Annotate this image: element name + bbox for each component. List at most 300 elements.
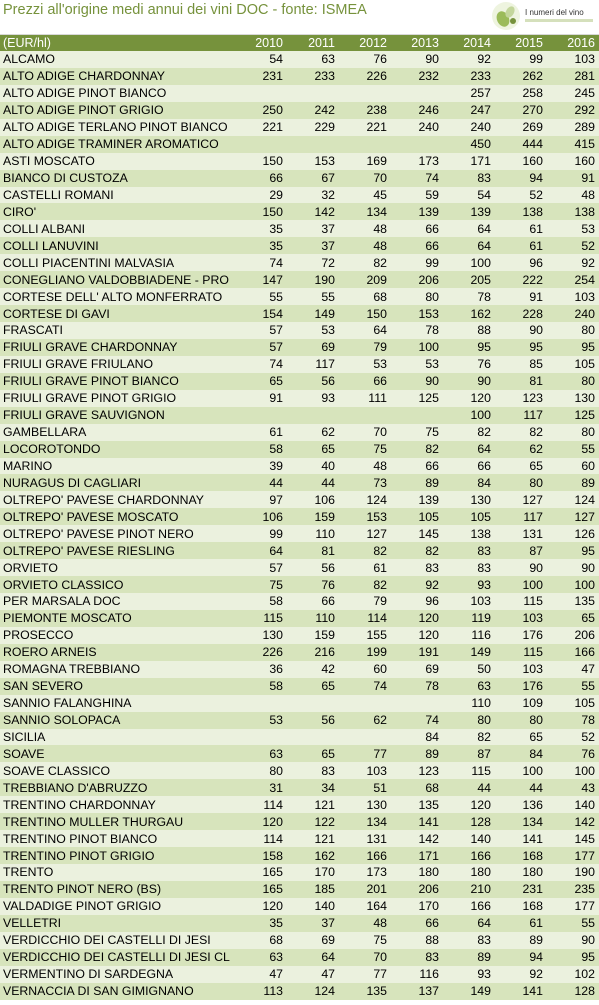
price-cell: 64 bbox=[477, 238, 491, 253]
price-cell: 53 bbox=[581, 221, 595, 236]
price-cell: 66 bbox=[425, 221, 439, 236]
price-cell: 87 bbox=[529, 543, 543, 558]
price-cell: 58 bbox=[269, 594, 283, 609]
table-row bbox=[0, 593, 599, 610]
price-cell: 68 bbox=[269, 933, 283, 948]
price-cell: 134 bbox=[366, 204, 387, 219]
price-cell: 64 bbox=[373, 323, 387, 338]
price-cell: 160 bbox=[522, 154, 543, 169]
price-cell: 68 bbox=[373, 289, 387, 304]
table-row bbox=[0, 949, 599, 966]
price-cell: 70 bbox=[373, 171, 387, 186]
price-cell: 150 bbox=[366, 306, 387, 321]
price-cell: 206 bbox=[418, 882, 439, 897]
table-row bbox=[0, 254, 599, 271]
price-cell: 84 bbox=[529, 746, 543, 761]
wine-name-cell: PROSECCO bbox=[3, 628, 74, 643]
price-cell: 121 bbox=[314, 831, 335, 846]
price-cell: 94 bbox=[529, 950, 543, 965]
price-cell: 66 bbox=[321, 594, 335, 609]
table-row bbox=[0, 644, 599, 661]
price-cell: 54 bbox=[477, 187, 491, 202]
price-cell: 83 bbox=[425, 560, 439, 575]
logo bbox=[491, 1, 595, 33]
table-header-row bbox=[0, 35, 599, 51]
table-row bbox=[0, 356, 599, 373]
price-cell: 103 bbox=[366, 763, 387, 778]
price-cell: 145 bbox=[574, 831, 595, 846]
table-body bbox=[0, 51, 599, 1000]
price-cell: 130 bbox=[366, 797, 387, 812]
wine-name-cell: PER MARSALA DOC bbox=[3, 594, 121, 609]
price-cell: 63 bbox=[477, 679, 491, 694]
price-cell: 53 bbox=[269, 713, 283, 728]
price-cell: 56 bbox=[321, 560, 335, 575]
price-cell: 92 bbox=[477, 52, 491, 67]
price-cell: 115 bbox=[523, 645, 543, 660]
price-cell: 90 bbox=[529, 323, 543, 338]
price-cell: 44 bbox=[321, 475, 335, 490]
price-cell: 115 bbox=[471, 763, 491, 778]
price-cell: 120 bbox=[470, 391, 491, 406]
table-row bbox=[0, 966, 599, 983]
price-cell: 51 bbox=[373, 780, 387, 795]
page-title: Prezzi all'origine medi annui dei vini DOC - fonte: ISMEA bbox=[3, 2, 367, 18]
table-row bbox=[0, 373, 599, 390]
price-cell: 154 bbox=[262, 306, 283, 321]
price-cell: 180 bbox=[470, 865, 491, 880]
price-cell: 106 bbox=[262, 509, 283, 524]
price-cell: 177 bbox=[574, 848, 595, 863]
logo-tagline-line bbox=[525, 19, 593, 22]
table-row bbox=[0, 491, 599, 508]
table-row bbox=[0, 170, 599, 187]
price-cell: 125 bbox=[418, 391, 439, 406]
wine-name-cell: FRIULI GRAVE PINOT BIANCO bbox=[3, 374, 179, 389]
price-cell: 95 bbox=[529, 340, 543, 355]
price-cell: 78 bbox=[425, 679, 439, 694]
wine-name-cell: VERDICCHIO DEI CASTELLI DI JESI CL bbox=[3, 950, 230, 965]
price-cell: 82 bbox=[373, 255, 387, 270]
price-cell: 155 bbox=[366, 628, 387, 643]
table-row bbox=[0, 187, 599, 204]
wine-name-cell: FRIULI GRAVE PINOT GRIGIO bbox=[3, 391, 177, 406]
wine-name-cell: ORVIETO CLASSICO bbox=[3, 577, 124, 592]
price-cell: 242 bbox=[314, 103, 335, 118]
price-cell: 130 bbox=[262, 628, 283, 643]
price-cell: 35 bbox=[269, 221, 283, 236]
price-cell: 127 bbox=[574, 509, 595, 524]
price-cell: 250 bbox=[262, 103, 283, 118]
table-row bbox=[0, 85, 599, 102]
price-cell: 221 bbox=[262, 120, 283, 135]
wine-name-cell: VERNACCIA DI SAN GIMIGNANO bbox=[3, 984, 194, 999]
header-unit: (EUR/hl) bbox=[3, 36, 51, 50]
price-cell: 240 bbox=[574, 306, 595, 321]
price-cell: 82 bbox=[477, 425, 491, 440]
price-cell: 87 bbox=[477, 746, 491, 761]
price-cell: 84 bbox=[477, 475, 491, 490]
price-table bbox=[0, 35, 599, 1000]
price-cell: 66 bbox=[373, 374, 387, 389]
wine-name-cell: FRIULI GRAVE CHARDONNAY bbox=[3, 340, 178, 355]
price-cell bbox=[287, 136, 339, 153]
price-cell: 65 bbox=[321, 442, 335, 457]
price-cell: 90 bbox=[477, 374, 491, 389]
price-cell: 135 bbox=[418, 797, 439, 812]
price-cell: 209 bbox=[366, 272, 387, 287]
table-row bbox=[0, 119, 599, 136]
header-year: 2014 bbox=[463, 36, 491, 50]
price-cell: 88 bbox=[477, 323, 491, 338]
price-cell: 103 bbox=[574, 289, 595, 304]
table-row bbox=[0, 627, 599, 644]
price-cell: 199 bbox=[366, 645, 387, 660]
price-cell: 57 bbox=[269, 323, 283, 338]
price-cell: 415 bbox=[574, 137, 595, 152]
price-cell: 114 bbox=[263, 831, 283, 846]
price-cell: 89 bbox=[581, 475, 595, 490]
price-cell: 216 bbox=[314, 645, 335, 660]
price-cell: 40 bbox=[321, 458, 335, 473]
price-cell: 66 bbox=[269, 171, 283, 186]
price-cell: 53 bbox=[373, 357, 387, 372]
table-row bbox=[0, 881, 599, 898]
price-cell: 80 bbox=[477, 713, 491, 728]
table-row bbox=[0, 525, 599, 542]
price-cell: 80 bbox=[529, 475, 543, 490]
table-row bbox=[0, 441, 599, 458]
wine-name-cell: FRASCATI bbox=[3, 323, 63, 338]
price-cell: 64 bbox=[269, 543, 283, 558]
price-cell: 141 bbox=[418, 814, 439, 829]
wine-name-cell: TRENTINO CHARDONNAY bbox=[3, 797, 156, 812]
price-cell: 32 bbox=[321, 187, 335, 202]
table-row bbox=[0, 339, 599, 356]
price-cell: 58 bbox=[269, 442, 283, 457]
price-cell: 166 bbox=[574, 645, 595, 660]
price-cell: 153 bbox=[418, 306, 439, 321]
wine-name-cell: COLLI ALBANI bbox=[3, 221, 86, 236]
wine-name-cell: PIEMONTE MOSCATO bbox=[3, 611, 132, 626]
price-cell: 65 bbox=[529, 729, 543, 744]
price-cell: 262 bbox=[522, 69, 543, 84]
price-cell: 44 bbox=[529, 780, 543, 795]
price-cell: 63 bbox=[269, 950, 283, 965]
price-cell: 124 bbox=[366, 492, 387, 507]
table-row bbox=[0, 136, 599, 153]
price-cell: 235 bbox=[574, 882, 595, 897]
price-cell: 210 bbox=[470, 882, 491, 897]
price-cell: 205 bbox=[470, 272, 491, 287]
table-row bbox=[0, 51, 599, 68]
wine-name-cell: ALCAMO bbox=[3, 52, 55, 67]
price-cell bbox=[235, 136, 287, 153]
price-cell: 83 bbox=[477, 560, 491, 575]
wine-name-cell: FRIULI GRAVE FRIULANO bbox=[3, 357, 154, 372]
price-cell: 160 bbox=[574, 154, 595, 169]
price-cell: 95 bbox=[581, 340, 595, 355]
price-cell: 162 bbox=[314, 848, 335, 863]
price-cell: 117 bbox=[523, 509, 543, 524]
price-cell: 96 bbox=[529, 255, 543, 270]
price-cell: 114 bbox=[367, 611, 387, 626]
price-cell: 149 bbox=[470, 984, 491, 999]
price-cell: 140 bbox=[470, 831, 491, 846]
price-cell: 238 bbox=[366, 103, 387, 118]
price-cell: 191 bbox=[418, 645, 439, 660]
table-row bbox=[0, 102, 599, 119]
wine-name-cell: SANNIO FALANGHINA bbox=[3, 696, 132, 711]
price-cell: 47 bbox=[581, 662, 595, 677]
table-row bbox=[0, 68, 599, 85]
price-cell: 100 bbox=[470, 255, 491, 270]
price-cell: 135 bbox=[366, 984, 387, 999]
price-cell: 82 bbox=[477, 729, 491, 744]
price-cell: 226 bbox=[262, 645, 283, 660]
price-cell: 62 bbox=[321, 425, 335, 440]
wine-name-cell: OLTREPO' PAVESE MOSCATO bbox=[3, 509, 179, 524]
price-cell: 80 bbox=[269, 763, 283, 778]
wine-name-cell: TRENTO bbox=[3, 865, 54, 880]
wine-name-cell: MARINO bbox=[3, 458, 53, 473]
wine-name-cell: CASTELLI ROMANI bbox=[3, 187, 114, 202]
price-cell: 56 bbox=[321, 713, 335, 728]
price-cell: 153 bbox=[314, 154, 335, 169]
price-cell: 100 bbox=[418, 340, 439, 355]
price-cell: 258 bbox=[522, 86, 543, 101]
price-cell: 69 bbox=[425, 662, 439, 677]
price-cell: 55 bbox=[581, 679, 595, 694]
price-cell: 247 bbox=[470, 103, 491, 118]
price-cell: 162 bbox=[470, 306, 491, 321]
price-cell: 222 bbox=[522, 272, 543, 287]
price-cell: 240 bbox=[418, 120, 439, 135]
price-cell: 105 bbox=[470, 509, 491, 524]
price-cell: 257 bbox=[470, 86, 491, 101]
price-cell: 79 bbox=[373, 594, 387, 609]
price-cell: 66 bbox=[425, 238, 439, 253]
price-cell: 34 bbox=[321, 780, 335, 795]
wine-name-cell: TRENTINO PINOT GRIGIO bbox=[3, 848, 155, 863]
price-cell: 48 bbox=[373, 238, 387, 253]
price-cell: 117 bbox=[315, 357, 335, 372]
price-cell: 65 bbox=[269, 374, 283, 389]
price-cell: 115 bbox=[523, 594, 543, 609]
logo-text: I numeri del vino bbox=[525, 8, 584, 17]
price-cell: 55 bbox=[269, 289, 283, 304]
price-cell: 65 bbox=[529, 458, 543, 473]
price-cell: 79 bbox=[373, 340, 387, 355]
table-row bbox=[0, 559, 599, 576]
price-cell: 111 bbox=[368, 391, 387, 406]
wine-name-cell: ASTI MOSCATO bbox=[3, 154, 95, 169]
price-cell: 50 bbox=[477, 662, 491, 677]
price-cell: 289 bbox=[574, 120, 595, 135]
price-cell: 75 bbox=[269, 577, 283, 592]
price-cell: 231 bbox=[262, 69, 283, 84]
price-cell: 89 bbox=[477, 950, 491, 965]
price-cell: 89 bbox=[425, 746, 439, 761]
price-cell: 95 bbox=[581, 543, 595, 558]
price-cell: 120 bbox=[418, 628, 439, 643]
price-cell: 76 bbox=[373, 52, 387, 67]
price-cell: 63 bbox=[269, 746, 283, 761]
price-cell: 142 bbox=[574, 814, 595, 829]
price-cell: 100 bbox=[574, 577, 595, 592]
table-row bbox=[0, 508, 599, 525]
price-cell: 122 bbox=[314, 814, 335, 829]
price-cell: 245 bbox=[574, 86, 595, 101]
price-cell: 52 bbox=[581, 238, 595, 253]
price-cell bbox=[339, 136, 391, 153]
table-row bbox=[0, 610, 599, 627]
price-cell: 80 bbox=[581, 374, 595, 389]
price-cell: 128 bbox=[470, 814, 491, 829]
price-cell: 70 bbox=[373, 950, 387, 965]
price-cell: 48 bbox=[373, 221, 387, 236]
price-cell: 119 bbox=[471, 611, 491, 626]
price-cell: 75 bbox=[373, 933, 387, 948]
price-cell: 61 bbox=[373, 560, 387, 575]
price-cell: 102 bbox=[574, 967, 595, 982]
price-cell: 75 bbox=[373, 442, 387, 457]
price-cell: 84 bbox=[425, 729, 439, 744]
price-cell: 221 bbox=[366, 120, 387, 135]
price-cell: 173 bbox=[366, 865, 387, 880]
price-cell: 140 bbox=[574, 797, 595, 812]
price-cell: 127 bbox=[366, 526, 387, 541]
price-cell: 60 bbox=[581, 458, 595, 473]
wine-name-cell: ALTO ADIGE PINOT BIANCO bbox=[3, 86, 167, 101]
table-row bbox=[0, 305, 599, 322]
price-cell: 83 bbox=[425, 950, 439, 965]
price-cell: 123 bbox=[418, 763, 439, 778]
price-cell: 57 bbox=[269, 560, 283, 575]
price-cell: 124 bbox=[574, 492, 595, 507]
table-row bbox=[0, 729, 599, 746]
price-cell: 120 bbox=[262, 814, 283, 829]
price-cell: 105 bbox=[418, 509, 439, 524]
price-cell: 62 bbox=[529, 442, 543, 457]
price-cell bbox=[287, 407, 339, 424]
price-cell: 69 bbox=[321, 340, 335, 355]
wine-name-cell: ALTO ADIGE TRAMINER AROMATICO bbox=[3, 137, 219, 152]
price-cell: 176 bbox=[522, 679, 543, 694]
price-cell: 80 bbox=[581, 425, 595, 440]
price-cell: 55 bbox=[321, 289, 335, 304]
header-year: 2016 bbox=[567, 36, 595, 50]
price-cell: 120 bbox=[418, 611, 439, 626]
price-cell: 103 bbox=[522, 662, 543, 677]
wine-name-cell: CONEGLIANO VALDOBBIADENE - PRO bbox=[3, 272, 229, 287]
price-cell: 170 bbox=[314, 865, 335, 880]
price-cell: 90 bbox=[581, 560, 595, 575]
price-cell: 74 bbox=[425, 171, 439, 186]
price-cell: 136 bbox=[522, 797, 543, 812]
price-cell: 60 bbox=[373, 662, 387, 677]
price-cell: 88 bbox=[425, 933, 439, 948]
price-cell: 110 bbox=[471, 696, 491, 711]
wine-name-cell: CIRO' bbox=[3, 204, 37, 219]
price-cell: 185 bbox=[314, 882, 335, 897]
price-cell: 190 bbox=[314, 272, 335, 287]
price-cell: 95 bbox=[477, 340, 491, 355]
price-cell: 149 bbox=[314, 306, 335, 321]
price-cell: 166 bbox=[470, 899, 491, 914]
price-cell: 77 bbox=[373, 746, 387, 761]
grape-leaf-icon bbox=[491, 1, 521, 31]
price-cell: 226 bbox=[366, 69, 387, 84]
table-row bbox=[0, 390, 599, 407]
price-cell bbox=[391, 695, 443, 712]
table-row bbox=[0, 237, 599, 254]
wine-name-cell: TREBBIANO D'ABRUZZO bbox=[3, 780, 148, 795]
price-cell bbox=[391, 136, 443, 153]
price-cell: 47 bbox=[321, 967, 335, 982]
price-cell: 97 bbox=[269, 492, 283, 507]
price-cell: 66 bbox=[425, 916, 439, 931]
table-row bbox=[0, 322, 599, 339]
wine-name-cell: VELLETRI bbox=[3, 916, 62, 931]
price-cell: 103 bbox=[522, 611, 543, 626]
price-cell bbox=[339, 85, 391, 102]
price-cell: 120 bbox=[470, 797, 491, 812]
price-cell: 159 bbox=[314, 628, 335, 643]
price-cell: 90 bbox=[425, 374, 439, 389]
price-cell: 229 bbox=[314, 120, 335, 135]
price-cell: 201 bbox=[366, 882, 387, 897]
price-cell bbox=[235, 85, 287, 102]
wine-name-cell: FRIULI GRAVE SAUVIGNON bbox=[3, 408, 165, 423]
price-cell: 169 bbox=[366, 154, 387, 169]
wine-name-cell: GAMBELLARA bbox=[3, 425, 87, 440]
price-cell: 61 bbox=[529, 916, 543, 931]
price-cell: 35 bbox=[269, 916, 283, 931]
price-cell: 92 bbox=[425, 577, 439, 592]
table-row bbox=[0, 712, 599, 729]
price-cell: 114 bbox=[263, 797, 283, 812]
price-cell: 139 bbox=[418, 204, 439, 219]
price-cell: 89 bbox=[425, 475, 439, 490]
price-cell: 74 bbox=[425, 713, 439, 728]
price-cell: 270 bbox=[522, 103, 543, 118]
price-cell: 109 bbox=[522, 696, 543, 711]
wine-name-cell: VALDADIGE PINOT GRIGIO bbox=[3, 899, 162, 914]
table-row bbox=[0, 203, 599, 220]
table-row bbox=[0, 153, 599, 170]
price-cell: 131 bbox=[522, 526, 543, 541]
header-year: 2013 bbox=[411, 36, 439, 50]
price-cell: 89 bbox=[529, 933, 543, 948]
price-cell: 61 bbox=[529, 238, 543, 253]
price-cell: 56 bbox=[321, 374, 335, 389]
price-cell: 140 bbox=[314, 899, 335, 914]
table-row bbox=[0, 983, 599, 1000]
price-cell: 159 bbox=[314, 509, 335, 524]
price-cell: 125 bbox=[574, 408, 595, 423]
price-cell: 66 bbox=[477, 458, 491, 473]
price-cell: 37 bbox=[321, 221, 335, 236]
price-cell: 121 bbox=[314, 797, 335, 812]
price-cell bbox=[339, 729, 391, 746]
price-cell: 76 bbox=[477, 357, 491, 372]
price-cell bbox=[287, 729, 339, 746]
price-cell: 78 bbox=[581, 713, 595, 728]
price-cell: 68 bbox=[425, 780, 439, 795]
price-cell: 99 bbox=[269, 526, 283, 541]
price-cell: 138 bbox=[470, 526, 491, 541]
